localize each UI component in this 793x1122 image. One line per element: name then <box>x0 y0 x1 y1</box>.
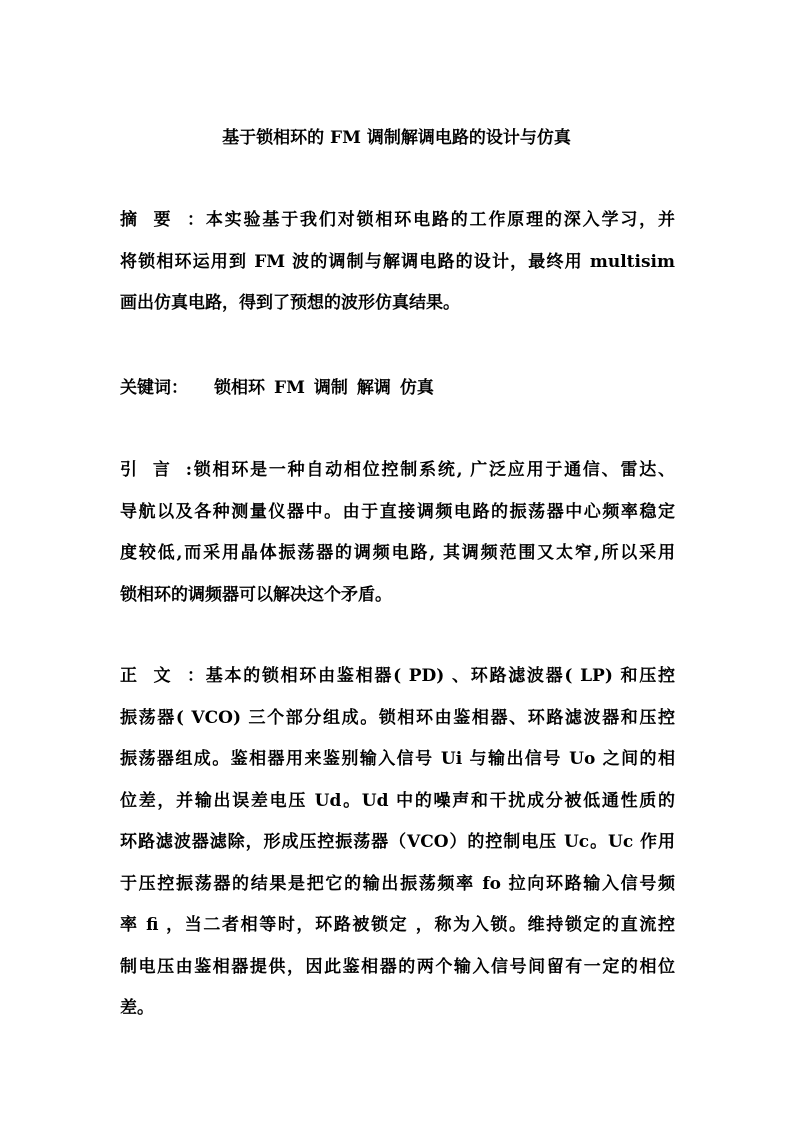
keyword-item: FM <box>274 378 305 398</box>
body-line-4: 位差，并输出误差电压 Ud。Ud 中的噪声和干扰成分被低通性质的 <box>120 790 675 811</box>
abstract-text: 本实验基于我们对锁相环电路的工作原理的深入学习，并 <box>204 210 675 230</box>
intro-line-3: 度较低,而采用晶体振荡器的调频电路, 其调频范围又太窄,所以采用 <box>120 543 675 563</box>
intro-line-2: 导航以及各种测量仪器中。由于直接调频电路的振荡器中心频率稳定 <box>120 501 675 522</box>
body-line-6: 于压控振荡器的结果是把它的输出振荡频率 fo 拉向环路输入信号频 <box>120 873 675 894</box>
keyword-item: 调制 <box>313 378 348 398</box>
keyword-item: 锁相环 <box>214 378 265 398</box>
body-line-5: 环路滤波器滤除，形成压控振荡器（VCO）的控制电压 Uc。Uc 作用 <box>120 832 675 852</box>
abstract-line-2: 将锁相环运用到 FM 波的调制与解调电路的设计，最终用 multisim <box>120 251 675 272</box>
abstract-line-3: 画出仿真电路，得到了预想的波形仿真结果。 <box>120 293 460 313</box>
body-line-3: 振荡器组成。鉴相器用来鉴别输入信号 Ui 与输出信号 Uo 之间的相 <box>120 749 675 769</box>
intro-line-1 <box>120 450 675 492</box>
abstract-section <box>120 200 675 325</box>
body-line-7: 率 fi ，当二者相等时，环路被锁定 ，称为入锁。维持锁定的直流控 <box>120 915 675 935</box>
introduction-label: 引言: <box>120 460 192 480</box>
page-title: 基于锁相环的 FM 调制解调电路的设计与仿真 <box>222 128 571 148</box>
body-label: 正文： <box>120 666 204 686</box>
keyword-item: 解调 <box>356 378 391 398</box>
abstract-line-1 <box>120 200 675 242</box>
body-line-8: 制电压由鉴相器提供，因此鉴相器的两个输入信号间留有一定的相位 <box>120 956 675 977</box>
keywords-section <box>120 368 675 410</box>
intro-line-4: 锁相环的调频器可以解决这个矛盾。 <box>120 584 392 605</box>
body-line-1 <box>120 656 675 698</box>
body-section <box>120 656 675 1030</box>
body-text: 基本的锁相环由鉴相器( PD) 、环路滤波器( LP) 和压控 <box>204 666 675 686</box>
keyword-item: 仿真 <box>399 378 434 398</box>
body-line-9: 差。 <box>120 998 154 1018</box>
intro-text: 锁相环是一种自动相位控制系统, 广泛应用于通信、雷达、 <box>192 460 675 480</box>
body-line-2: 振荡器( VCO) 三个部分组成。锁相环由鉴相器、环路滤波器和压控 <box>120 707 675 728</box>
keywords-line <box>120 368 675 410</box>
abstract-label: 摘要： <box>120 210 204 230</box>
keywords-label: 关键词： <box>120 378 188 398</box>
introduction-section <box>120 450 675 616</box>
